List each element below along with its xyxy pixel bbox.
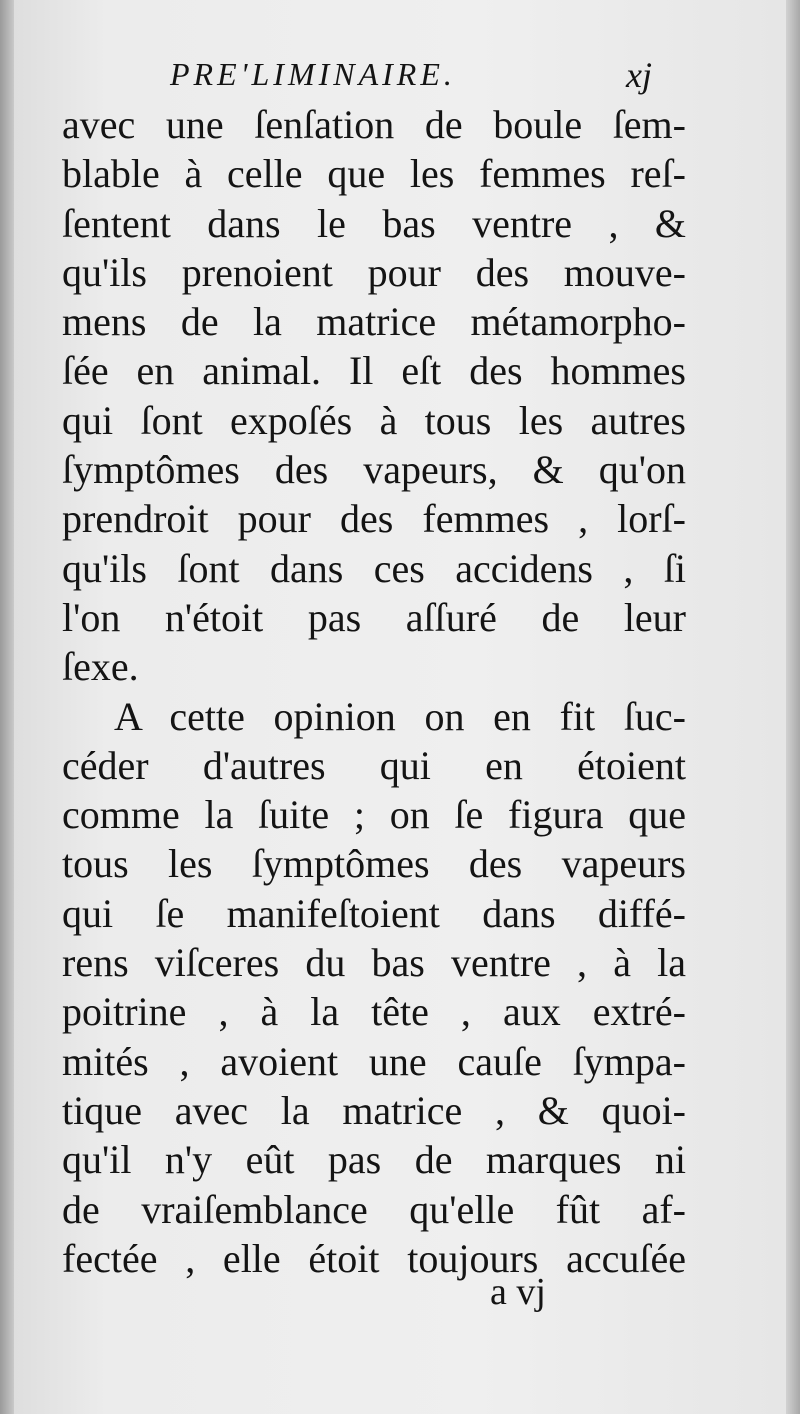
text-line: ſexe. <box>62 644 139 690</box>
text-line: ſymptômes des vapeurs, & qu'on <box>62 447 686 493</box>
text-line: céder d'autres qui en étoient <box>62 742 686 788</box>
text-line: rens viſceres du bas ventre , à la <box>62 940 686 986</box>
running-head: PRE'LIMINAIRE. <box>170 56 456 92</box>
page-edge-shadow <box>786 0 800 1414</box>
paragraph <box>62 692 686 1284</box>
text-line: tique avec la matrice , & quoi- <box>62 1087 686 1133</box>
signature-mark: a vj <box>490 1271 546 1313</box>
text-line: ſée en animal. Il eſt des hommes <box>62 348 686 394</box>
text-line: mens de la matrice métamorpho- <box>62 299 686 345</box>
text-line: qu'ils ſont dans ces accidens , ſi <box>62 545 686 591</box>
text-line: tous les ſymptômes des vapeurs <box>62 841 686 887</box>
text-line: avec une ſenſation de boule ſem- <box>62 102 686 147</box>
page-number: xj <box>626 55 652 95</box>
text-line: de vraiſemblance qu'elle fût af- <box>62 1186 686 1232</box>
text-line: poitrine , à la tête , aux extré- <box>62 989 686 1035</box>
body-text <box>62 100 686 1283</box>
text-line: qu'il n'y eût pas de marques ni <box>62 1137 686 1183</box>
text-line: qu'ils prenoient pour des mouve- <box>62 249 686 295</box>
paragraph <box>62 100 686 692</box>
text-line: fectée , elle étoit toujours accuſée <box>62 1235 686 1281</box>
text-line: blable à celle que les femmes reſ- <box>62 151 686 197</box>
text-line: ſentent dans le bas ventre , & <box>62 200 686 246</box>
text-line: comme la ſuite ; on ſe figura que <box>62 792 686 838</box>
text-line: qui ſont expoſés à tous les autres <box>62 397 686 443</box>
text-line: l'on n'étoit pas aſſuré de leur <box>62 594 686 640</box>
text-line: prendroit pour des femmes , lorſ- <box>62 496 686 542</box>
text-line: A cette opinion on en fit ſuc- <box>114 693 686 739</box>
text-line: mités , avoient une cauſe ſympa- <box>62 1038 686 1084</box>
text-line: qui ſe manifeſtoient dans diffé- <box>62 890 686 936</box>
